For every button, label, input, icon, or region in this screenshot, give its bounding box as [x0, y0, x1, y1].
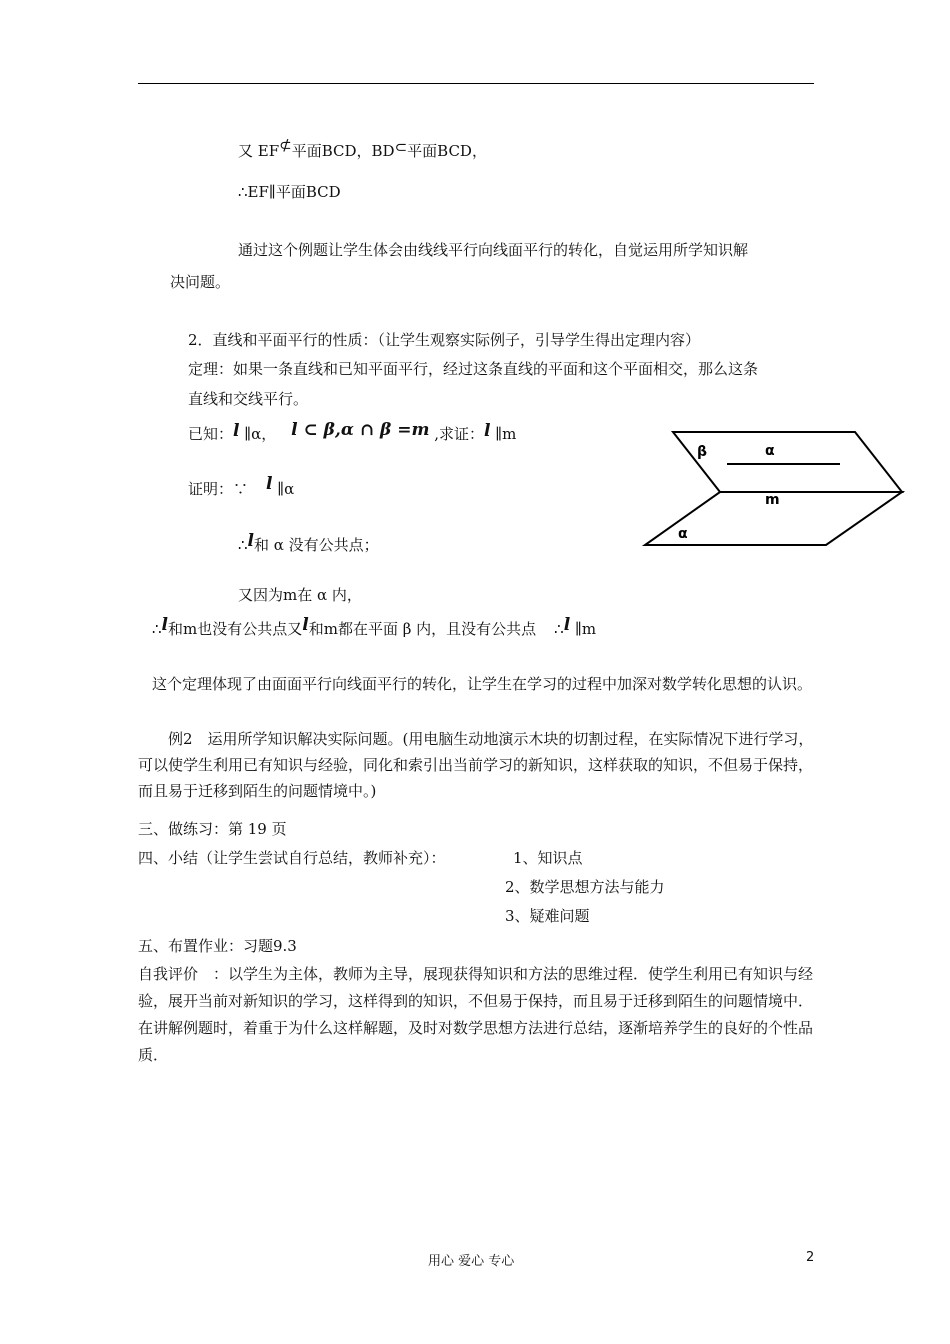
- proof-step-1: [238, 531, 379, 555]
- line-l-symbol: l: [266, 474, 273, 494]
- label-alpha-bottom: α: [678, 526, 688, 542]
- summary-item-2: 2、数学思想方法与能力: [505, 878, 665, 896]
- proof-line: [188, 474, 295, 499]
- proof-step-2: 又因为m在 α 内，: [238, 586, 362, 604]
- text: ∥m: [490, 425, 517, 443]
- footer-slogan: 用心 爱心 专心: [428, 1254, 515, 1269]
- subset-symbol: ⊂: [394, 138, 408, 156]
- therefore-symbol: ∴: [554, 620, 564, 638]
- text: 和 α 没有公共点；: [254, 536, 379, 554]
- therefore-symbol: ∴: [152, 620, 162, 638]
- proof-step-3: [152, 615, 597, 639]
- section-4-heading: 四、小结（让学生尝试自行总结，教师补充）：: [138, 849, 446, 867]
- text: 平面BCD，: [407, 142, 487, 160]
- text: ∥m: [570, 620, 597, 638]
- section-3-heading: 三、做练习：第 19 页: [138, 820, 287, 838]
- label-m: m: [765, 492, 780, 508]
- text: 又 EF: [238, 142, 280, 160]
- summary-item-3: 3、疑难问题: [505, 907, 590, 925]
- line-ef-parallel: ∴EF∥平面BCD: [238, 183, 341, 201]
- given-label: 已知：: [188, 425, 234, 443]
- line-l-symbol: l: [233, 421, 240, 441]
- text: ,求证：: [429, 425, 484, 443]
- planes-diagram: [640, 425, 910, 555]
- section-5-heading: 五、布置作业：习题9.3: [138, 937, 297, 955]
- text: ∥α，: [239, 425, 277, 443]
- section-2-heading: 2．直线和平面平行的性质：（让学生观察实际例子，引导学生得出定理内容）: [188, 331, 701, 349]
- proof-label: 证明：∵: [188, 480, 249, 498]
- paragraph-example-2: 例2 运用所学知识解决实际问题。(用电脑生动地演示木块的切割过程，在实际情况下进行学习，可以使学生利用已有知识与经验，同化和索引出当前学习的新知识，这样获取的知识，不但易于保持，而且易于迁移到陌生的问题情境中。): [138, 730, 814, 800]
- text: 和m都在平面 β 内，且没有公共点: [308, 620, 537, 638]
- given-formula: l ⊂ β,α ∩ β =m: [291, 420, 430, 440]
- summary-item-1: 1、知识点: [513, 849, 583, 867]
- label-alpha-top: α: [765, 443, 775, 459]
- paragraph-example-summary-cont: 决问题。: [170, 273, 231, 291]
- theorem-line-1: 定理：如果一条直线和已知平面平行，经过这条直线的平面和这个平面相交，那么这条: [188, 360, 759, 378]
- line-l-symbol: l: [161, 615, 169, 635]
- page-number: 2: [806, 1250, 815, 1265]
- text: ∥α: [272, 480, 295, 498]
- header-rule: [138, 83, 814, 84]
- line-ef-not-subset: [238, 136, 487, 161]
- not-subset-symbol: ⊄: [279, 136, 292, 154]
- line-l-symbol: l: [302, 615, 309, 635]
- text: 和m也没有公共点又: [168, 620, 303, 638]
- theorem-line-2: 直线和交线平行。: [188, 390, 309, 408]
- line-l-symbol: l: [563, 615, 571, 635]
- plane-beta-outline: [673, 432, 902, 492]
- paragraph-theorem-remark: 这个定理体现了由面面平行向线面平行的转化，让学生在学习的过程中加深对数学转化思想的认识。: [152, 675, 813, 693]
- self-evaluation: 自我评价 ：以学生为主体，教师为主导，展现获得知识和方法的思维过程．使学生利用已有知识与经验，展开当前对新知识的学习，这样得到的知识，不但易于保持，而且易于迁移到陌生的问题情境中．在讲解例题时，着重于为什么这样解题，及时对数学思想方法进行总结，逐渐培养学生的良好的个性品质．: [138, 965, 814, 1064]
- therefore-symbol: ∴: [238, 536, 248, 554]
- paragraph-example-summary: 通过这个例题让学生体会由线线平行向线面平行的转化，自觉运用所学知识解: [238, 241, 749, 259]
- line-l-symbol: l: [247, 531, 255, 551]
- text: 平面BCD，BD: [291, 142, 395, 160]
- line-l-symbol: l: [484, 421, 491, 441]
- given-line: [188, 420, 517, 444]
- label-beta: β: [697, 444, 708, 460]
